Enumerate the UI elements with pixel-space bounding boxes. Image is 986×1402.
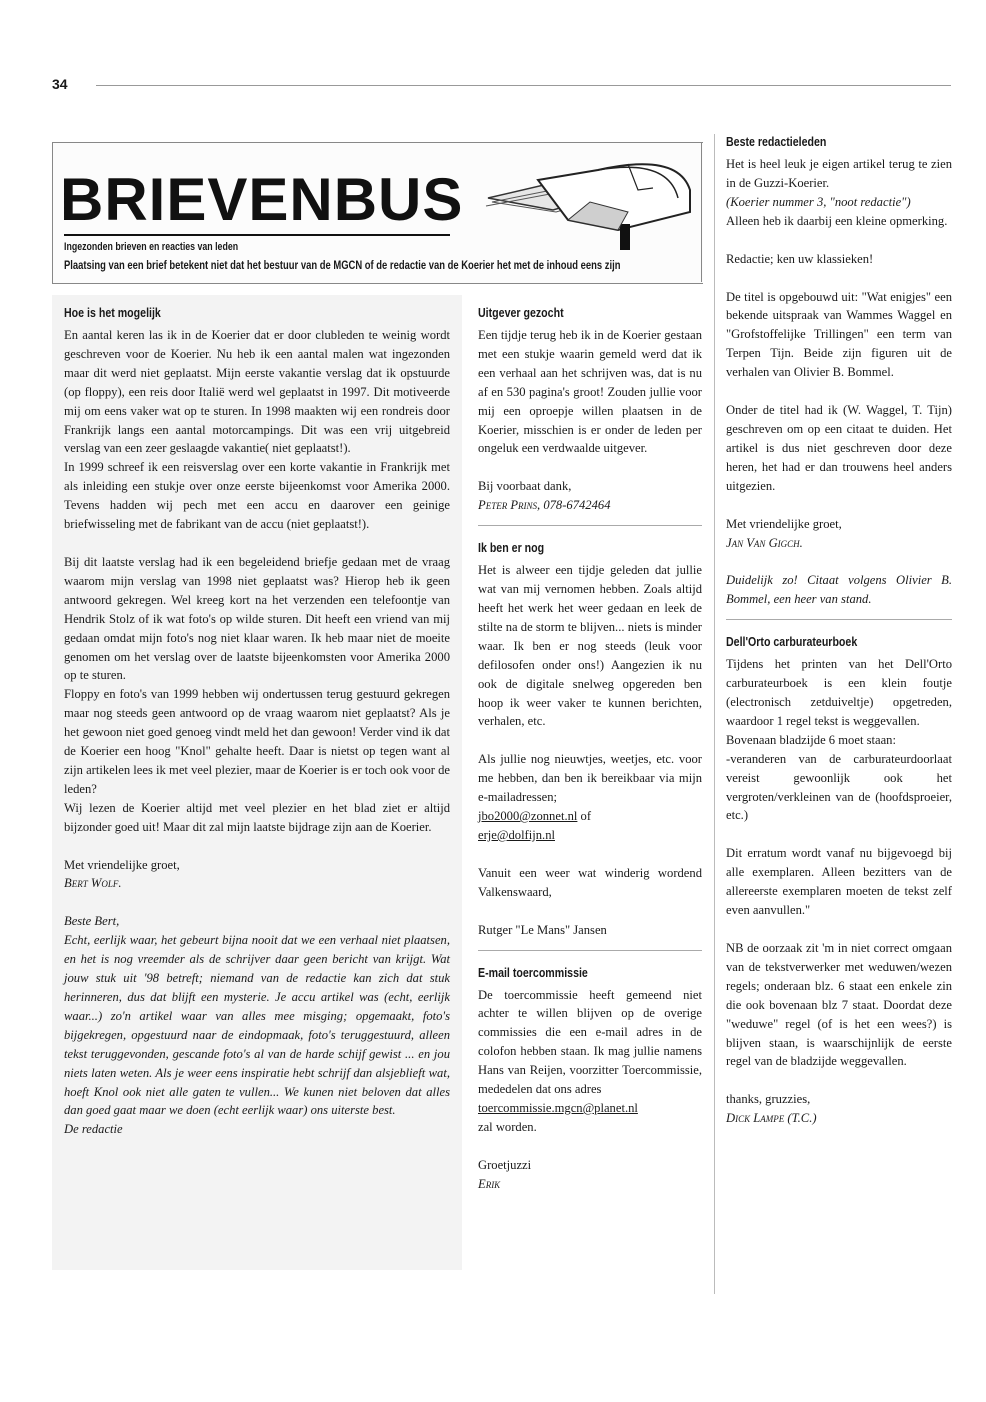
signature: Dick Lampe — [726, 1111, 785, 1126]
top-rule — [96, 85, 951, 86]
letter-heading: Beste redactieleden — [726, 135, 827, 149]
title-rule — [64, 234, 450, 236]
email-link[interactable]: erje@dolfijn.nl — [478, 827, 555, 842]
page-number: 34 — [52, 76, 68, 92]
header-disclaimer: Plaatsing van een brief betekent niet dat het bestuur van de MGCN of de redactie van de Koerier het met de inhoud eens zijn — [64, 260, 621, 272]
letter-heading: Uitgever gezocht — [478, 306, 564, 320]
paragraph: Het is heel leuk je eigen artikel terug te zien in de Guzzi-Koerier. — [726, 157, 952, 190]
reply-salutation: Beste Bert, — [64, 914, 120, 929]
paragraph: Een tijdje terug heb ik in de Koerier gestaan met een stukje waarin gemeld werd dat ik een verhaal aan het schrijven was, dat is nu af en 530 pagina's groot! Zouden jullie voor mij een oproepje willen plaatsen in de Koerier, misschien is er onder de leden per ongeluk een verdwaalde uitgever. — [478, 328, 702, 456]
email-link[interactable]: toercommissie.mgcn@planet.nl — [478, 1101, 638, 1115]
signature: Rutger "Le Mans" Jansen — [478, 922, 607, 937]
closing: thanks, gruzzies, — [726, 1092, 811, 1107]
column-right — [726, 134, 952, 1128]
paragraph: Onder de titel had ik (W. Waggel, T. Tijn) geschreven om op een citaat te duiden. Het artikel is dus niet geschreven door deze heren, het had er dan trouwens heel anders uitgezien. — [726, 403, 952, 493]
page-title: BRIEVENBUS — [60, 166, 464, 233]
closing: Groetjuzzi — [478, 1157, 532, 1172]
paragraph: Het is alweer een tijdje geleden dat jullie wat van mij vernomen hebben. Zoals altijd heeft het werk het weer gedaan en leek de stilte na de storm te blijven... niets is minder waar. Ik ben er nog steeds (leuk voor defilosofen onder ons!) Aangezien ik nu ook de digitale snelweg opgereden ben hoop ik weer vaker te kunnen berichten, verhalen, etc. — [478, 563, 702, 729]
paragraph: In 1999 schreef ik een reisverslag over een korte vakantie in Frankrijk met als inleiding een stukje over onze eerste bijeenkomst voor Amerika 2000. Tevens hadden wij pech met een accu en daarover een geinige briefwisseling met de fabrikant van de accu (niet geplaatst!). — [64, 460, 450, 532]
paragraph: Wij lezen de Koerier altijd met veel plezier en het blad ziet er altijd bijzonder goed uit! Maar dit zal mijn laatste bijdrage zijn aan de Koerier. — [64, 800, 450, 834]
paragraph: Dit erratum wordt vanaf nu bijgevoegd bij alle exemplaren. Alleen bezitters van de allereerste exemplaren moeten de tekst zelf even aanvullen." — [726, 846, 952, 918]
signature: Peter Prins, 078-6742464 — [478, 498, 611, 513]
email-link[interactable]: jbo2000@zonnet.nl — [478, 809, 578, 824]
column-middle — [478, 305, 702, 1194]
paragraph: En aantal keren las ik in de Koerier dat er door clubleden te weinig wordt geschreven voor de Koerier. Nu heb ik een aantal malen wat ingezonden maar dit werd niet geplaatst. Mijn eerste vakantie verslag dat ik opstuurde (op floppy), een reis door Italië werd wel geplaatst in 1997. Dit motiveerde mij om eens vaker wat op te sturen. In 1998 maakten wij een rondreis door Frankrijk langs een aantal motorcampings. Dit was een vrij uitgebreid verslag van een zeer geslaagde vakantie( niet geplaatst!). — [64, 328, 450, 456]
paragraph: zal worden. — [478, 1119, 537, 1134]
paragraph: Bij dit laatste verslag had ik een begeleidend briefje gedaan met de vraag waarom mijn verslag van 1998 niet geplaatst was? Hierop heb ik geen antwoord gekregen. Wel kreeg kort na het verzenden een telefoontje van Hendrik Stolz of ik wat foto's op wilde sturen. Dit heeft een vriend van mij gedaan omdat mijn foto's nog niet klaar waren. Ik heb maar niet de moeite genomen om het verslag over de laatste bijeenkomsten voor Amerika 2000 op te sturen. — [64, 554, 450, 683]
paragraph: NB de oorzaak zit 'm in niet correct omgaan van de tekstverwerker met weduwen/wezen regels; onderaan blz. 6 staat een enkele zin die ook bovenaan blz 7 staat. Doordat deze "weduwe" regel (of is het een wees?) is blijven staan, is waarschijnlijk de eerste regel van de bladzijde weggevallen. — [726, 941, 952, 1069]
letter-heading: Hoe is het mogelijk — [64, 306, 161, 320]
editorial-reply: Duidelijk zo! Citaat volgens Olivier B. Bommel, een heer van stand. — [726, 573, 952, 607]
mailbox-illustration-icon — [478, 150, 698, 250]
paragraph: -veranderen van de carburateurdoorlaat vereist gewoonlijk ook het vergroten/verkleinen van de (hoofdsproeier, etc.) — [726, 751, 952, 823]
editorial-note: (Koerier nummer 3, "noot redactie") — [726, 194, 911, 209]
letter-heading: Ik ben er nog — [478, 541, 545, 556]
header-subtitle: Ingezonden brieven en reacties van leden — [64, 241, 239, 253]
paragraph: Alleen heb ik daarbij een kleine opmerking. — [726, 213, 948, 228]
signature: Bert Wolf. — [64, 876, 122, 891]
separator — [726, 619, 952, 620]
closing: Met vriendelijke groet, — [64, 857, 180, 872]
paragraph: Redactie; ken uw klassieken! — [726, 251, 874, 266]
paragraph: De titel is opgebouwd uit: "Wat enigjes" een bekende uitspraak van Wammes Waggel en "Grofstoffelijke Trillingen" een term van Terpen Tijn. Beide zijn figuren uit de verhalen van Olivier B. Bommel. — [726, 289, 952, 380]
paragraph: Floppy en foto's van 1999 hebben wij ondertussen terug gestuurd gekregen maar nog steeds geen antwoord op de vraag waarom niet geplaatst? Als je het gewoon niet goed genoeg vindt meld het dan gewoon! Verder vind ik dat de Koerier een hoog "Knol" gehalte heeft. Daar is nietst op tegen want al zijn artikelen lees ik met veel plezier, maar de Koerier is er toch ook voor de leden? — [64, 687, 450, 796]
reply-signature: De redactie — [64, 1122, 123, 1137]
paragraph: Als jullie nog nieuwtjes, weetjes, etc. voor me hebben, dan ben ik bereikbaar via mijn e-mailadressen; — [478, 752, 702, 805]
signature: Jan Van Gigch. — [726, 535, 803, 550]
letter-heading: E-mail toercommissie — [478, 965, 588, 980]
letter-heading: Dell'Orto carburateurboek — [726, 635, 858, 650]
email-line — [478, 807, 702, 826]
conjunction: of — [577, 809, 592, 824]
closing: Met vriendelijke groet, — [726, 516, 842, 531]
paragraph: Tijdens het printen van het Dell'Orto carburateurboek is een klein foutje (electronisch zetduiveltje) opgetreden, waardoor 1 regel tekst is weggevallen. — [726, 657, 952, 728]
letter-hoe-is-het-mogelijk — [64, 305, 450, 1139]
paragraph: Bovenaan bladzijde 6 moet staan: — [726, 732, 896, 747]
separator — [478, 950, 702, 951]
column-divider — [714, 134, 715, 1294]
signature: Erik — [478, 1176, 501, 1191]
separator — [478, 525, 702, 526]
closing: Bij voorbaat dank, — [478, 479, 572, 494]
editorial-reply: Echt, eerlijk waar, het gebeurt bijna nooit dat we een verhaal niet plaatsen, en het is nog vreemder als de schrijver daar geen bericht van krijgt. Wat jouw stuk uit '98 betreft; niemand van de redactie kan zich dat stuk herinneren, dus dat blijft een mysterie. Je accu artikel was (echt, eerlijk waar...) zo'n artikel waar van alles mee misging; opgemaakt, foto's bijgekregen, opgestuurd naar de eindopmaak, foto's teruggestuurd, alleen tekst teruggevonden, gescande foto's al van de harde schijf gewist ... en jou niets laten weten. Als je weer eens inspiratie hebt schrijf dan alsjeblieft wat, hoeft Knol ook niet alle gaten te vullen... We kunen niet beloven dat alles dan goed gaat maar we doen (echt eerlijk waar) ons uiterste best. — [64, 933, 450, 1118]
paragraph: Vanuit een weer wat winderig wordend Valkenswaard, — [478, 865, 702, 899]
signature-suffix: (T.C.) — [784, 1111, 817, 1126]
header-divider — [701, 142, 702, 282]
paragraph: De toercommissie heeft gemeend niet achter te willen blijven op de overige commissies die een e-mail adres in de colofon hebben staan. Ik mag jullie namens Hans van Reijen, voorzitter Toercommissie, mededelen dat ons adres — [478, 987, 702, 1097]
